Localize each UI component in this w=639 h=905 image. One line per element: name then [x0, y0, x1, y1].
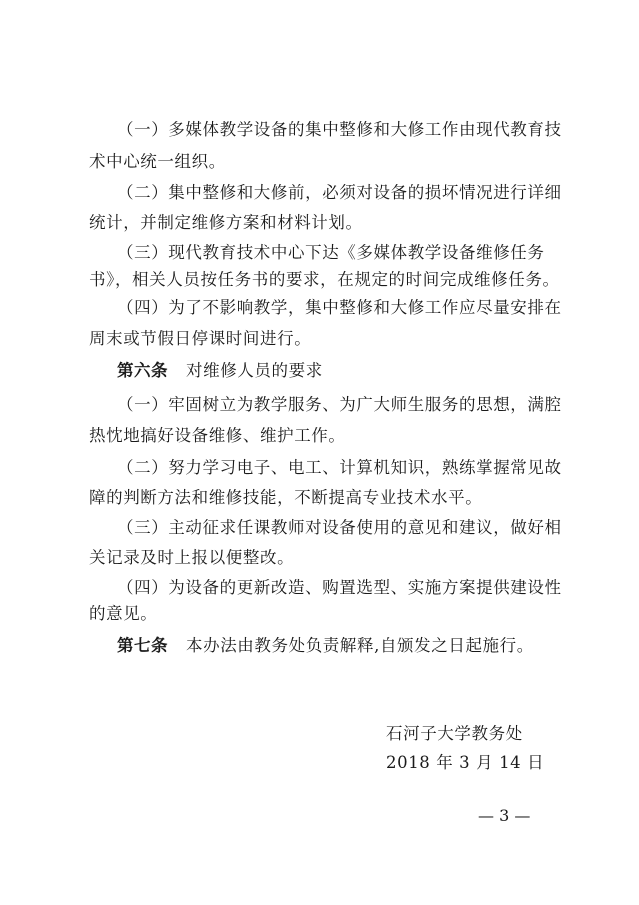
article-6-item-4-line-2: 的意见。: [89, 604, 158, 623]
paragraph-2-line-2: 统计，并制定维修方案和材料计划。: [89, 213, 363, 232]
paragraph-4-line-2: 周末或节假日停课时间进行。: [89, 329, 312, 348]
paragraph-3-line-2: 书》，相关人员按任务书的要求，在规定的时间完成维修任务。: [89, 270, 560, 289]
paragraph-4-line-1: （四）为了不影响教学，集中整修和大修工作应尽量安排在: [117, 298, 562, 317]
article-6-item-2-line-2: 障的判断方法和维修技能，不断提高专业技术水平。: [89, 488, 483, 507]
signature-organization: 石河子大学教务处: [386, 724, 523, 743]
paragraph-2-line-1: （二）集中整修和大修前，必须对设备的损坏情况进行详细: [117, 183, 562, 202]
article-7: [117, 636, 534, 656]
signature-date: 2018 年 3 月 14 日: [386, 753, 545, 772]
article-6-item-1-line-2: 热忱地搞好设备维修、维护工作。: [89, 426, 346, 445]
article-7-text: 本办法由教务处负责解释,自颁发之日起施行。: [186, 636, 534, 655]
article-6-item-2-line-1: （二）努力学习电子、电工、计算机知识，熟练掌握常见故: [117, 458, 562, 477]
article-6-title: 对维修人员的要求: [186, 361, 323, 380]
paragraph-1-line-2: 术中心统一组织。: [89, 152, 226, 171]
article-7-number: 第七条: [117, 636, 168, 655]
paragraph-3-line-1: （三）现代教育技术中心下达《多媒体教学设备维修任务: [117, 243, 545, 262]
article-6-item-3-line-2: 关记录及时上报以便整改。: [89, 548, 295, 567]
article-6-number: 第六条: [117, 361, 168, 380]
article-6-item-3-line-1: （三）主动征求任课教师对设备使用的意见和建议，做好相: [117, 518, 562, 537]
page-number: — 3 —: [478, 806, 531, 825]
article-6-item-1-line-1: （一）牢固树立为教学服务、为广大师生服务的思想，满腔: [117, 395, 562, 414]
paragraph-1-line-1: （一）多媒体教学设备的集中整修和大修工作由现代教育技: [117, 120, 562, 139]
article-6-item-4-line-1: （四）为设备的更新改造、购置选型、实施方案提供建设性: [117, 578, 562, 597]
article-6-heading: [117, 361, 323, 381]
